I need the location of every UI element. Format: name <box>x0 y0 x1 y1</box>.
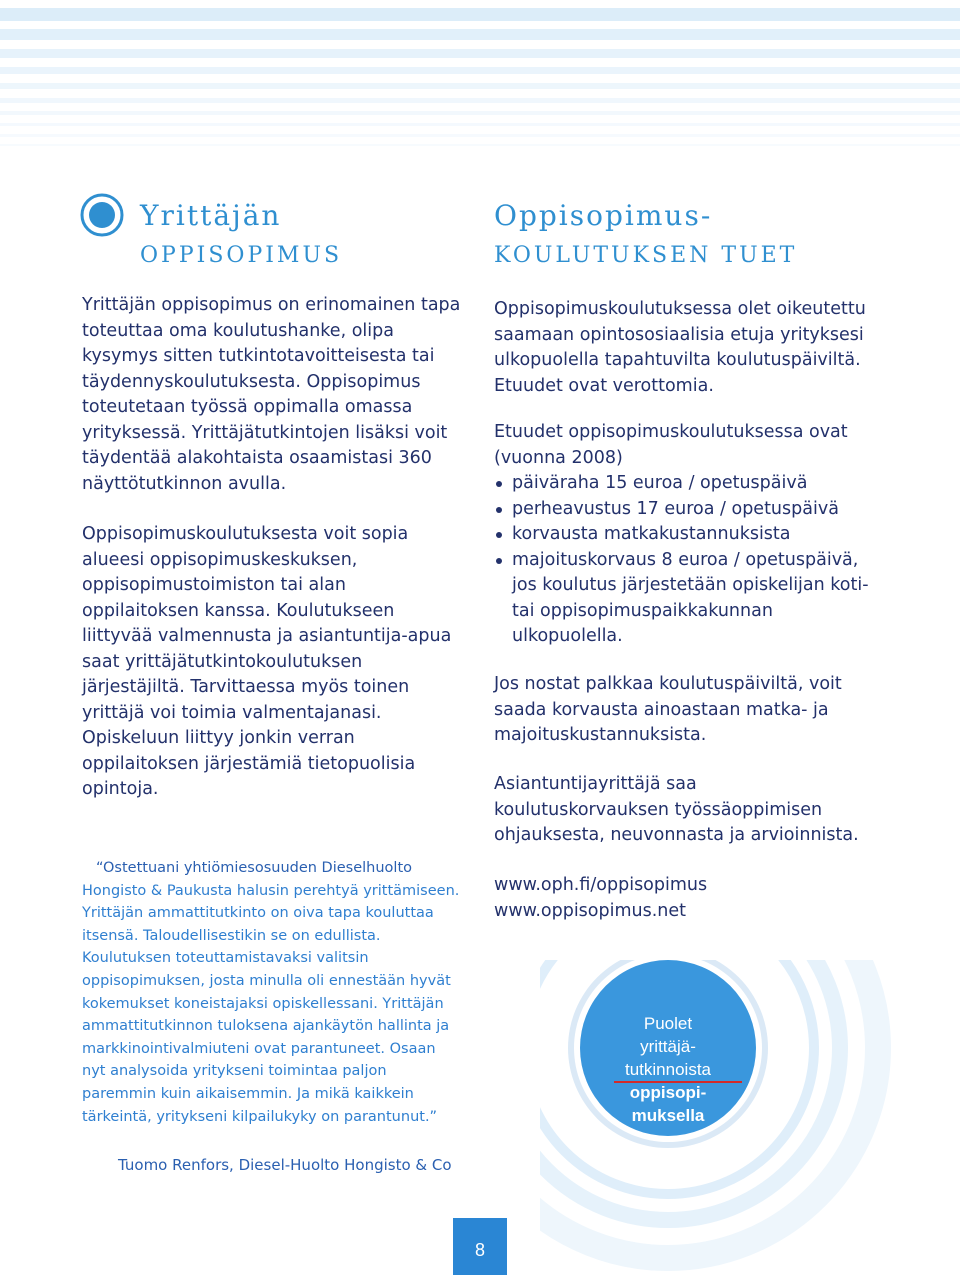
badge-line: oppisopi- <box>629 1083 707 1102</box>
intro-paragraph: Yrittäjän oppisopimus on erinomainen tapa toteuttaa oma koulutushanke, olipa kysymys sitten tutkintotavoitteisesta tai täydennyskoulutuksesta. Oppisopimus toteutetaan työssä oppimalla omassa yrityksessä. Yrittäjätutkintojen lisäksi voit täydentää alakohtaista osaamistasi 360 näyttötutkinnon avulla. <box>82 295 461 494</box>
heading-line-1: Oppisopimus- <box>494 199 713 232</box>
salary-paragraph: Jos nostat palkkaa koulutuspäiviltä, voit saada korvausta ainoastaan matka- ja majoituskustannuksista. <box>494 674 842 745</box>
testimonial-quote <box>82 857 460 1128</box>
badge-line: yrittäjä- <box>640 1037 696 1056</box>
page-number: 8 <box>474 1240 485 1260</box>
list-item: majoituskorvaus 8 euroa / opetuspäivä, jos koulutus järjestetään opiskelijan koti- tai oppisopimuspaikkakunnan ulkopuolella. <box>494 548 874 650</box>
list-item: päiväraha 15 euroa / opetuspäivä <box>494 471 874 497</box>
link-oppisopimus[interactable]: www.oppisopimus.net <box>494 901 687 921</box>
badge-line: muksella <box>631 1106 705 1125</box>
target-bullet-icon <box>80 193 124 237</box>
benefits-intro-paragraph: Oppisopimuskoulutuksessa olet oikeutettu saamaan opintososiaalisia etuja yrityksesi ulkopuolella tapahtuvilta koulutuspäiviltä. Etuudet ovat verottomia. <box>494 299 866 396</box>
list-item: korvausta matkakustannuksista <box>494 522 874 548</box>
badge-text <box>580 1012 756 1127</box>
link-oph[interactable]: www.oph.fi/oppisopimus <box>494 875 708 895</box>
info-badge <box>540 960 960 1275</box>
header-stripes <box>0 0 960 180</box>
link-list <box>494 872 707 924</box>
badge-line: tutkinnoista <box>625 1060 711 1079</box>
badge-line: Puolet <box>643 1014 693 1033</box>
section-title-left <box>140 196 342 276</box>
body-paragraph: Oppisopimuskoulutuksesta voit sopia alueesi oppisopimuskeskuksen, oppisopimustoimiston tai alan oppilaitoksen kanssa. Koulutukseen liittyvää valmennusta ja asiantuntija-apua saat yrittäjätutkintokoulutuksen järjestäjiltä. Tarvittaessa myös toinen yrittäjä voi toimia valmentajanasi. Opiskeluun liittyy jonkin verran oppilaitoksen järjestämiä tietopuolisia opintoja. <box>82 524 452 799</box>
section-title-right <box>494 196 797 276</box>
heading-line-2: OPPISOPIMUS <box>140 243 343 268</box>
heading-line-2: KOULUTUKSEN TUET <box>494 243 798 268</box>
list-item: perheavustus 17 euroa / opetuspäivä <box>494 497 874 523</box>
benefits-lead: Etuudet oppisopimuskoulutuksessa ovat (vuonna 2008) <box>494 422 848 468</box>
expert-paragraph: Asiantuntijayrittäjä saa koulutuskorvauksen työssäoppimisen ohjauksesta, neuvonnasta ja arvioinnista. <box>494 774 859 845</box>
page-number-tab <box>453 1218 507 1275</box>
heading-line-1: Yrittäjän <box>140 199 282 232</box>
quote-author: Tuomo Renfors, Diesel-Huolto Hongisto & Co <box>118 1156 452 1174</box>
quote-first-line: “Ostettuani yhtiömiesosuuden Dieselhuolto <box>96 860 413 876</box>
benefits-list <box>494 471 874 650</box>
benefits-block <box>494 420 874 650</box>
quote-text: Hongisto & Paukusta halusin perehtyä yrittämiseen. Yrittäjän ammattitutkinto on oiva tapa kouluttaa itsensä. Taloudellisestikin se on edullista. Koulutuksen toteuttamistavaksi valitsin oppisopimuksen, josta minulla oli ennestään hyvät kokemukset koneistajaksi opiskellessani. Yrittäjän ammattitutkinnon tuloksena ajankäytön hallinta ja markkinointivalmiuteni ovat parantuneet. Osaan nyt analysoida yritykseni toimintaa paljon paremmin kuin aikaisemmin. Ja mikä kaikkein tärkeintä, yritykseni kilpailukyky on parantunut.” <box>82 882 460 1125</box>
